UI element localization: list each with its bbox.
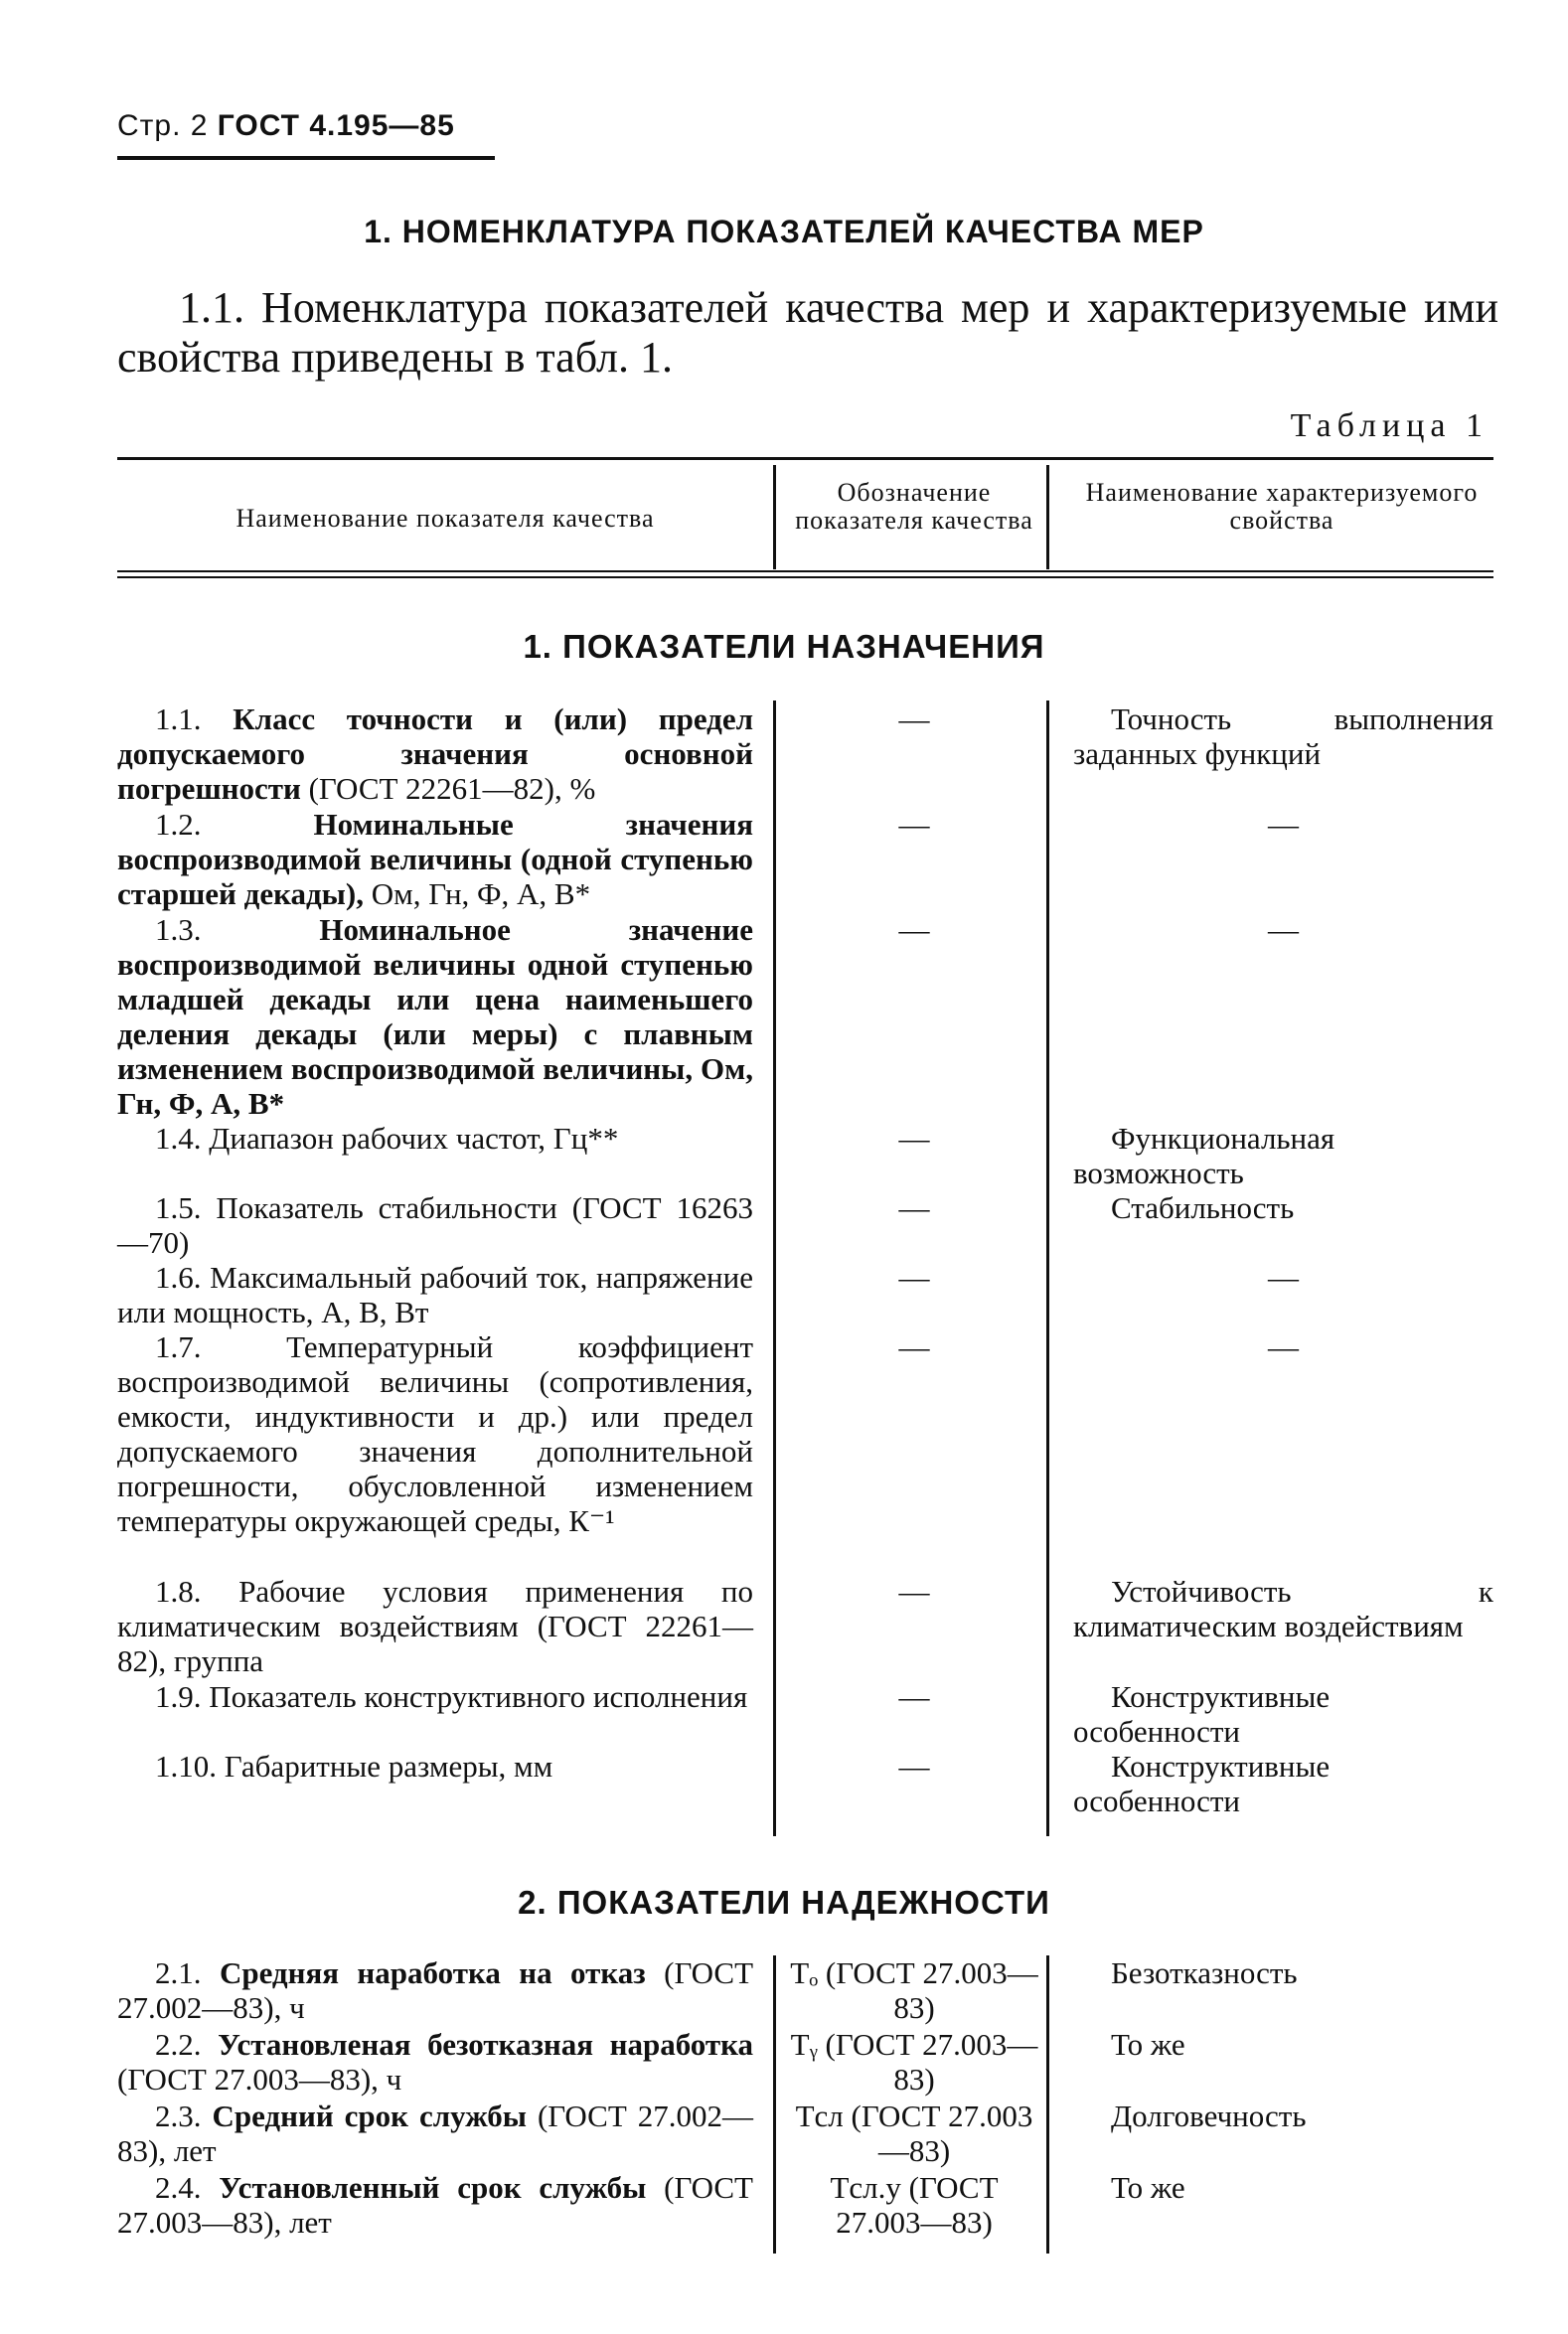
table-row: 1.5. Показатель стабильности (ГОСТ 16263—70) bbox=[117, 1190, 753, 1260]
header-divider-1 bbox=[773, 465, 776, 569]
designation-cell: Tсл (ГОСТ 27.003—83) bbox=[795, 2099, 1033, 2168]
property-cell: Долговечность bbox=[1111, 2099, 1307, 2133]
table-label: Таблица 1 bbox=[1290, 407, 1489, 444]
section-title: 1. НОМЕНКЛАТУРА ПОКАЗАТЕЛЕЙ КАЧЕСТВА МЕР bbox=[364, 214, 1204, 249]
group2-divider-1 bbox=[773, 1955, 776, 2254]
table-row: 1.9. Показатель конструктивного исполнения bbox=[155, 1679, 748, 1714]
group-title-reliability: 2. ПОКАЗАТЕЛИ НАДЕЖНОСТИ bbox=[518, 1884, 1050, 1921]
property-cell: — bbox=[1268, 912, 1299, 947]
designation-cell: — bbox=[898, 1260, 930, 1295]
designation-cell: — bbox=[898, 1574, 930, 1609]
table-top-rule bbox=[117, 457, 1493, 460]
property-cell: То же bbox=[1111, 2027, 1185, 2062]
property-cell: Точность выполнения заданных функций bbox=[1073, 701, 1493, 771]
designation-cell: — bbox=[898, 1121, 930, 1156]
designation-cell: Tᵧ (ГОСТ 27.003—83) bbox=[790, 2027, 1038, 2097]
designation-cell: — bbox=[898, 912, 930, 947]
header-divider-2 bbox=[1046, 465, 1049, 569]
group1-divider-1 bbox=[773, 700, 776, 1836]
header-rule bbox=[117, 156, 495, 160]
property-cell: То же bbox=[1111, 2170, 1185, 2205]
group1-divider-2 bbox=[1046, 700, 1049, 1836]
intro-paragraph: 1.1. Номенклатура показателей качества мер и характеризуемые ими свойства приведены в табл. 1. bbox=[117, 283, 1498, 382]
page-number: Стр. 2 bbox=[117, 109, 209, 142]
property-cell: Функциональная возможность bbox=[1073, 1121, 1335, 1190]
table-row: 1.1. Класс точности и (или) предел допускаемого значения основной погрешности (ГОСТ 22261—82), % bbox=[117, 701, 753, 806]
designation-cell: Tсл.у (ГОСТ 27.003—83) bbox=[830, 2170, 999, 2240]
property-cell: Конструктивные особенности bbox=[1073, 1679, 1331, 1749]
table-row: 1.6. Максимальный рабочий ток, напряжение или мощность, А, В, Вт bbox=[117, 1260, 753, 1329]
property-cell: — bbox=[1268, 1329, 1299, 1364]
group-title-purpose: 1. ПОКАЗАТЕЛИ НАЗНАЧЕНИЯ bbox=[523, 628, 1045, 665]
property-cell: — bbox=[1268, 1260, 1299, 1295]
property-cell: Конструктивные особенности bbox=[1073, 1749, 1331, 1818]
designation-cell: — bbox=[898, 701, 930, 736]
column-header-property: Наименование характеризуемого свойства bbox=[1085, 478, 1479, 535]
property-cell: — bbox=[1268, 807, 1299, 842]
property-cell: Устойчивость к климатическим воздействиям bbox=[1073, 1574, 1493, 1643]
property-cell: Стабильность bbox=[1111, 1190, 1295, 1225]
column-header-name: Наименование показателя качества bbox=[235, 504, 655, 533]
designation-cell: — bbox=[898, 1190, 930, 1225]
table-row: 1.4. Диапазон рабочих частот, Гц** bbox=[155, 1121, 619, 1156]
designation-cell: Tₒ (ГОСТ 27.003—83) bbox=[790, 1955, 1038, 2025]
column-header-designation: Обозначение показателя качества bbox=[795, 478, 1033, 535]
table-row: 2.1. Средняя наработка на отказ (ГОСТ 27.002—83), ч bbox=[117, 1955, 754, 2025]
property-cell: Безотказность bbox=[1111, 1955, 1298, 1990]
table-row: 1.8. Рабочие условия применения по климатическим воздействиям (ГОСТ 22261—82), группа bbox=[117, 1574, 753, 1678]
table-row: 2.2. Установленая безотказная наработка (ГОСТ 27.003—83), ч bbox=[117, 2027, 753, 2097]
designation-cell: — bbox=[898, 1329, 930, 1364]
table-row: 1.7. Температурный коэффициент воспроизводимой величины (сопротивления, емкости, индуктивности и др.) или предел допускаемого значения дополнительной погрешности, обусловленной изменением температуры окружающей среды, К⁻¹ bbox=[117, 1329, 754, 1538]
table-row: 1.2. Номинальные значения воспроизводимой величины (одной ступенью старшей декады), Ом, Гн, Ф, А, В* bbox=[117, 807, 753, 911]
designation-cell: — bbox=[898, 1749, 930, 1784]
table-row: 2.4. Установленный срок службы (ГОСТ 27.003—83), лет bbox=[117, 2170, 753, 2240]
table-row: 2.3. Средний срок службы (ГОСТ 27.002—83), лет bbox=[117, 2099, 753, 2168]
standard-number: ГОСТ 4.195—85 bbox=[217, 109, 455, 142]
group2-divider-2 bbox=[1046, 1955, 1049, 2254]
table-row: 1.3. Номинальное значение воспроизводимой величины одной ступенью младшей декады или цена наименьшего деления декады (или меры) с плавным изменением воспроизводимой величины, Ом, Гн, Ф, А, В* bbox=[117, 912, 753, 1121]
designation-cell: — bbox=[898, 1679, 930, 1714]
table-header-rule-2 bbox=[117, 576, 1493, 578]
page-header bbox=[117, 109, 455, 143]
table-row: 1.10. Габаритные размеры, мм bbox=[155, 1749, 553, 1784]
designation-cell: — bbox=[898, 807, 930, 842]
table-header-rule-1 bbox=[117, 570, 1493, 572]
